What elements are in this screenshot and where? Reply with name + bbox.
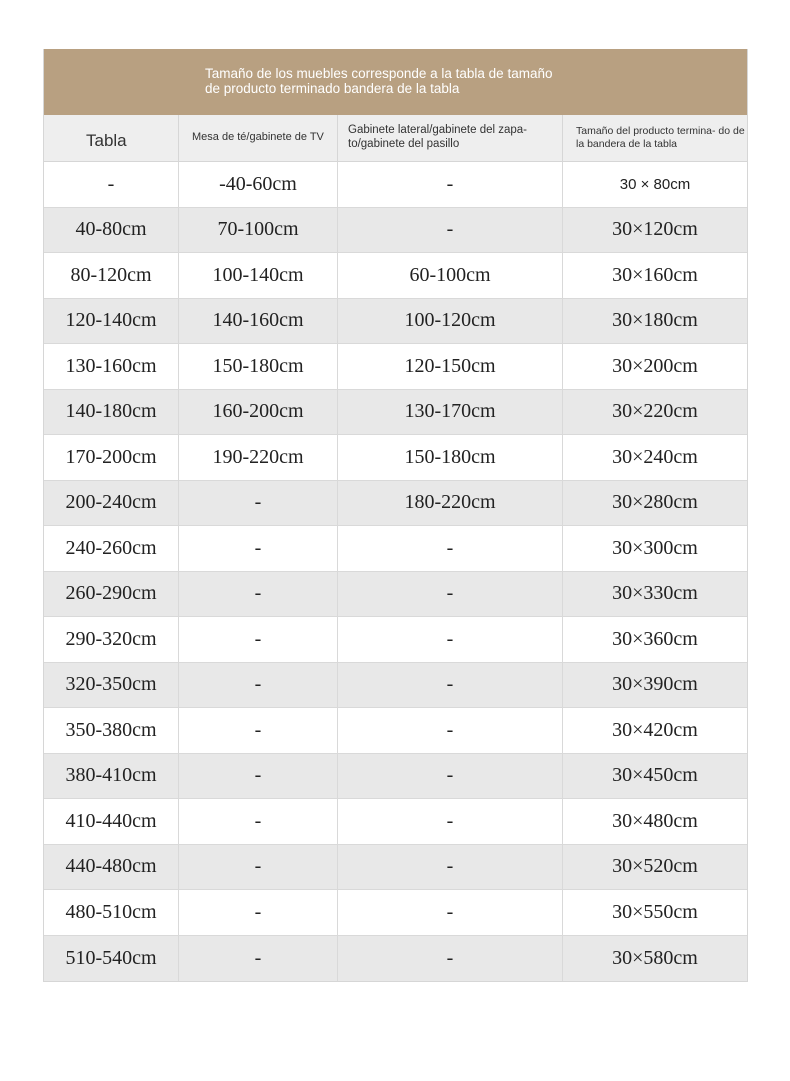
flag-size-cell: 30×390cm: [612, 673, 698, 696]
table-row: [44, 617, 747, 663]
side-cabinet-cell: -: [338, 526, 563, 571]
flag-size-cell: 30×420cm: [612, 718, 698, 741]
size-table: [43, 49, 748, 982]
side-cabinet-cell: -: [338, 663, 563, 708]
tv-cabinet-cell: -: [179, 845, 338, 890]
table-row: [44, 572, 747, 618]
tv-cabinet-cell: -: [179, 617, 338, 662]
flag-size-cell: 30×220cm: [612, 400, 698, 423]
table-size-cell: 260-290cm: [44, 572, 179, 617]
table-row: [44, 253, 747, 299]
side-cabinet-cell: -: [338, 890, 563, 935]
tv-cabinet-cell: -: [179, 526, 338, 571]
flag-size-cell: 30×520cm: [612, 855, 698, 878]
side-cabinet-cell: -: [338, 845, 563, 890]
table-size-cell: 290-320cm: [44, 617, 179, 662]
table-row: [44, 208, 747, 254]
side-cabinet-cell: -: [338, 208, 563, 253]
header-row: [44, 115, 747, 162]
flag-size-cell: 30×200cm: [612, 354, 698, 377]
table-size-cell: 80-120cm: [44, 253, 179, 298]
table-size-cell: 510-540cm: [44, 936, 179, 982]
header-side-cabinet: Gabinete lateral/gabinete del zapa- to/gabinete del pasillo: [338, 115, 563, 161]
tv-cabinet-cell: -: [179, 890, 338, 935]
table-size-cell: 320-350cm: [44, 663, 179, 708]
tv-cabinet-cell: -: [179, 708, 338, 753]
tv-cabinet-cell: -: [179, 799, 338, 844]
flag-size-cell: 30×240cm: [612, 445, 698, 468]
side-cabinet-cell: -: [338, 617, 563, 662]
table-size-cell: 40-80cm: [44, 208, 179, 253]
table-row: [44, 708, 747, 754]
side-cabinet-cell: 60-100cm: [338, 253, 563, 298]
tv-cabinet-cell: -: [179, 572, 338, 617]
tv-cabinet-cell: 190-220cm: [179, 435, 338, 480]
side-cabinet-cell: -: [338, 708, 563, 753]
table-row: [44, 754, 747, 800]
side-cabinet-cell: 130-170cm: [338, 390, 563, 435]
table-row: [44, 936, 747, 982]
flag-size-cell: 30×550cm: [612, 900, 698, 923]
flag-size-cell: 30 × 80cm: [619, 175, 691, 193]
tv-cabinet-cell: -: [179, 754, 338, 799]
table-row: [44, 481, 747, 527]
side-cabinet-cell: -: [338, 572, 563, 617]
table-size-cell: 130-160cm: [44, 344, 179, 389]
table-size-cell: 140-180cm: [44, 390, 179, 435]
header-flag-size: Tamaño del producto termina- do de la bandera de la tabla: [576, 125, 745, 150]
table-title-line-1: Tamaño de los muebles corresponde a la tabla de tamaño: [205, 66, 553, 81]
flag-size-cell: 30×300cm: [612, 536, 698, 559]
side-cabinet-cell: -: [338, 754, 563, 799]
side-cabinet-cell: -: [338, 162, 563, 207]
table-title-line-2: de producto terminado bandera de la tabla: [205, 81, 460, 96]
flag-size-cell: 30×580cm: [612, 946, 698, 969]
tv-cabinet-cell: 70-100cm: [179, 208, 338, 253]
table-row: [44, 299, 747, 345]
tv-cabinet-cell: -: [179, 936, 338, 982]
side-cabinet-cell: 120-150cm: [338, 344, 563, 389]
flag-size-cell: 30×120cm: [612, 218, 698, 241]
table-size-cell: 200-240cm: [44, 481, 179, 526]
tv-cabinet-cell: -: [179, 663, 338, 708]
table-size-cell: 350-380cm: [44, 708, 179, 753]
table-size-cell: 120-140cm: [44, 299, 179, 344]
table-row: [44, 526, 747, 572]
table-row: [44, 663, 747, 709]
table-size-cell: -: [44, 162, 179, 207]
tv-cabinet-cell: 140-160cm: [179, 299, 338, 344]
table-size-cell: 170-200cm: [44, 435, 179, 480]
flag-size-cell: 30×450cm: [612, 764, 698, 787]
header-table: Tabla: [44, 115, 179, 161]
side-cabinet-cell: 100-120cm: [338, 299, 563, 344]
table-row: [44, 162, 747, 208]
tv-cabinet-cell: -40-60cm: [179, 162, 338, 207]
flag-size-cell: 30×330cm: [612, 582, 698, 605]
side-cabinet-cell: -: [338, 799, 563, 844]
table-size-cell: 240-260cm: [44, 526, 179, 571]
side-cabinet-cell: 180-220cm: [338, 481, 563, 526]
table-row: [44, 435, 747, 481]
flag-size-cell: 30×480cm: [612, 809, 698, 832]
header-tv-cabinet: Mesa de té/gabinete de TV: [179, 115, 338, 161]
side-cabinet-cell: 150-180cm: [338, 435, 563, 480]
table-row: [44, 390, 747, 436]
table-size-cell: 440-480cm: [44, 845, 179, 890]
flag-size-cell: 30×180cm: [612, 309, 698, 332]
tv-cabinet-cell: -: [179, 481, 338, 526]
flag-size-cell: 30×160cm: [612, 263, 698, 286]
table-row: [44, 344, 747, 390]
side-cabinet-cell: -: [338, 936, 563, 982]
table-row: [44, 799, 747, 845]
tv-cabinet-cell: 100-140cm: [179, 253, 338, 298]
table-size-cell: 480-510cm: [44, 890, 179, 935]
table-body: [44, 162, 747, 981]
table-row: [44, 845, 747, 891]
tv-cabinet-cell: 160-200cm: [179, 390, 338, 435]
table-title: [44, 49, 747, 115]
flag-size-cell: 30×280cm: [612, 491, 698, 514]
table-size-cell: 380-410cm: [44, 754, 179, 799]
table-size-cell: 410-440cm: [44, 799, 179, 844]
table-row: [44, 890, 747, 936]
flag-size-cell: 30×360cm: [612, 627, 698, 650]
tv-cabinet-cell: 150-180cm: [179, 344, 338, 389]
